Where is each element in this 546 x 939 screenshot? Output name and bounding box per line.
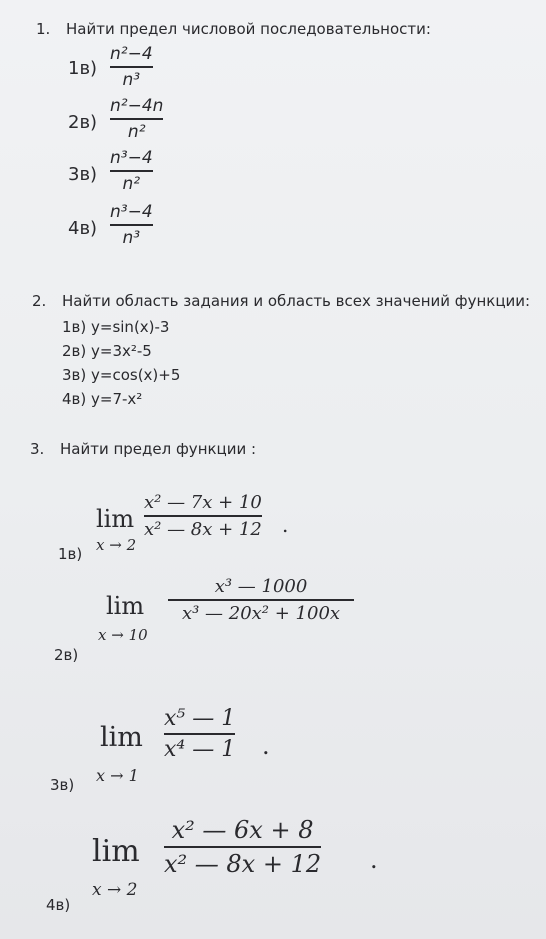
- q3-title: Найти предел функции :: [60, 440, 257, 458]
- q3-variant-4-subscript: x → 2: [92, 880, 138, 900]
- q3-variant-1-lim: lim: [96, 505, 135, 533]
- q1-variant-4-label: 4в): [68, 218, 98, 239]
- q1-variant-2-label: 2в): [68, 112, 98, 133]
- q3-variant-4-fraction: [164, 816, 321, 878]
- q3-variant-3-subscript: x → 1: [96, 766, 139, 785]
- denominator: n³: [122, 69, 141, 90]
- denominator: x² — 8x + 12: [164, 849, 322, 878]
- q3-variant-4-label: 4в): [46, 896, 71, 914]
- q3-variant-3-fraction: [164, 706, 235, 762]
- numerator: n²−4n: [110, 96, 164, 116]
- q1-variant-4-fraction: [110, 202, 153, 248]
- q2-variant-2: 2в) y=3x²-5: [62, 342, 152, 360]
- q2-variant-4: 4в) y=7-x²: [62, 390, 143, 408]
- numerator: n³−4: [110, 148, 153, 168]
- q2-variant-1: 1в) y=sin(x)-3: [62, 318, 170, 336]
- numerator: x² — 6x + 8: [171, 816, 314, 844]
- numerator: n³−4: [110, 202, 153, 222]
- q3-variant-3-label: 3в): [50, 776, 75, 794]
- q1-number: 1.: [36, 20, 51, 38]
- q2-number: 2.: [32, 292, 47, 310]
- fraction-bar: [144, 515, 262, 517]
- q1-variant-3-label: 3в): [68, 164, 98, 185]
- numerator: x⁵ — 1: [164, 706, 236, 731]
- fraction-bar: [110, 224, 153, 226]
- q1-variant-1-fraction: [110, 44, 153, 90]
- denominator: x⁴ — 1: [164, 736, 236, 762]
- fraction-bar: [164, 733, 235, 735]
- q3-variant-1-subscript: x → 2: [96, 536, 137, 554]
- q1-variant-2-fraction: [110, 96, 163, 142]
- q3-variant-2-subscript: x → 10: [98, 626, 148, 644]
- q3-variant-1-label: 1в): [58, 545, 83, 563]
- q2-title: Найти область задания и область всех значений функции:: [62, 292, 531, 310]
- q3-variant-2-lim: lim: [106, 592, 145, 620]
- denominator: n³: [122, 227, 141, 248]
- q3-variant-1-period: .: [282, 513, 289, 537]
- q1-variant-1-label: 1в): [68, 58, 98, 79]
- q3-variant-4-period: .: [370, 846, 378, 874]
- q1-variant-3-fraction: [110, 148, 153, 194]
- q3-variant-3-period: .: [262, 732, 270, 760]
- denominator: n²: [122, 173, 141, 194]
- q3-variant-3-lim: lim: [100, 722, 143, 753]
- numerator: x² — 7x + 10: [144, 492, 262, 513]
- q3-variant-2-label: 2в): [54, 646, 79, 664]
- denominator: n²: [127, 121, 146, 142]
- numerator: x³ — 1000: [214, 576, 308, 597]
- denominator: x² — 8x + 12: [144, 518, 262, 540]
- q1-title: Найти предел числовой последовательности:: [66, 20, 431, 38]
- denominator: x³ — 20x² + 100x: [181, 602, 341, 624]
- q3-number: 3.: [30, 440, 45, 458]
- q2-variant-3: 3в) y=cos(x)+5: [62, 366, 181, 384]
- q3-variant-2-fraction: [168, 576, 354, 624]
- q3-variant-4-lim: lim: [92, 834, 140, 869]
- numerator: n²−4: [110, 44, 153, 64]
- fraction-bar: [110, 118, 163, 120]
- fraction-bar: [110, 170, 153, 172]
- fraction-bar: [110, 66, 153, 68]
- q3-variant-1-fraction: [144, 492, 262, 540]
- fraction-bar: [164, 846, 321, 848]
- fraction-bar: [168, 599, 354, 601]
